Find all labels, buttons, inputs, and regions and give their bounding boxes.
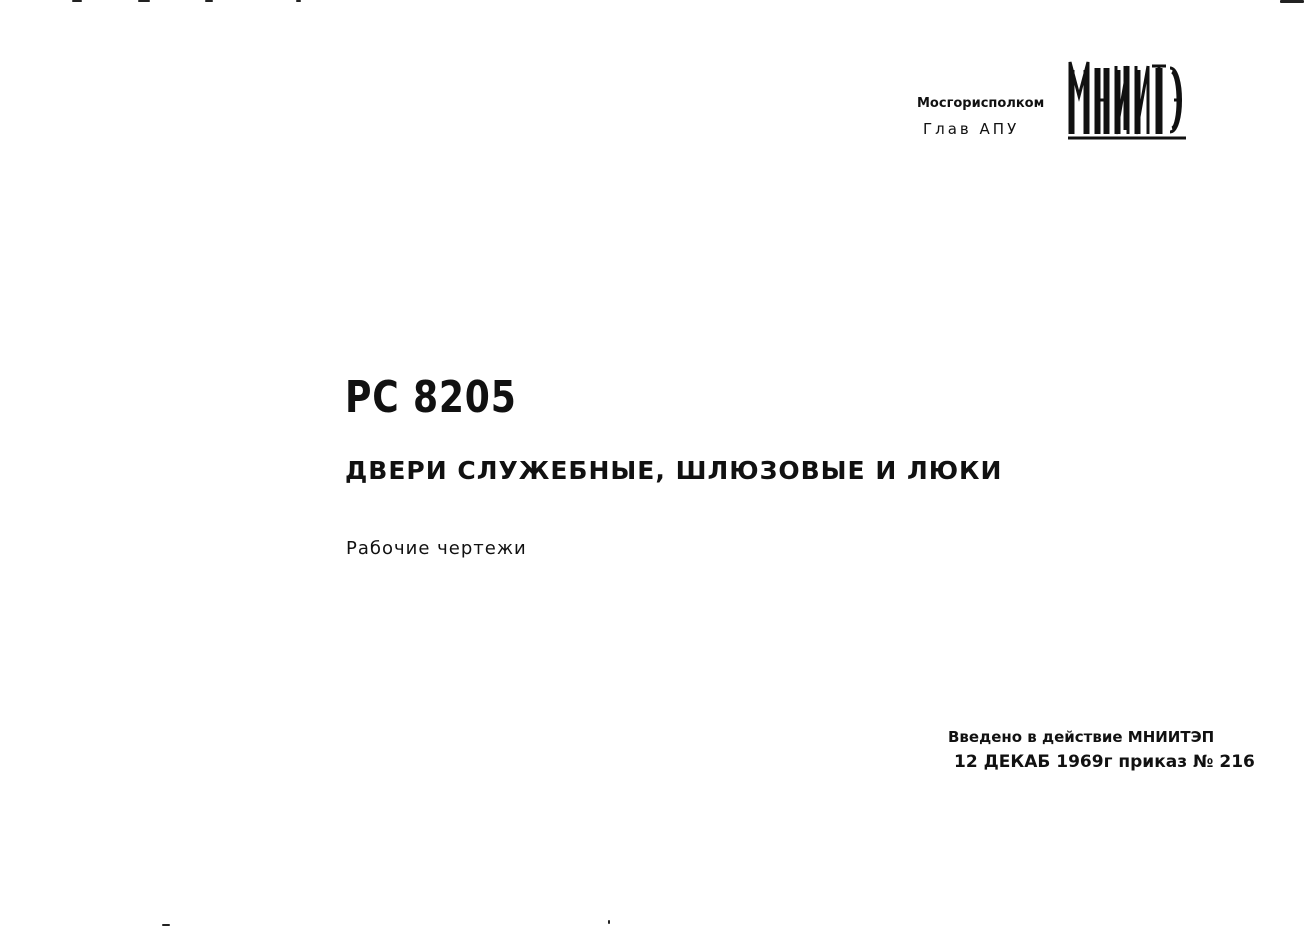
scan-mark — [138, 0, 150, 2]
introduction-note — [948, 728, 1255, 778]
organization-name: Мосгорисполком — [917, 96, 1045, 111]
scan-mark — [608, 920, 610, 924]
introduction-line1: Введено в действие МНИИТЭП — [948, 728, 1215, 746]
document-title: ДВЕРИ СЛУЖЕБНЫЕ, ШЛЮЗОВЫЕ И ЛЮКИ — [345, 456, 1003, 485]
scan-mark — [1280, 0, 1304, 3]
scan-mark — [205, 0, 213, 2]
document-subtitle: Рабочие чертежи — [346, 538, 527, 559]
mniitep-logo — [1066, 56, 1188, 140]
scan-mark — [162, 924, 170, 926]
scan-mark — [296, 0, 301, 2]
scan-mark — [72, 0, 82, 2]
header-block — [900, 52, 1200, 144]
introduction-line2: 12 ДЕКАБ 1969г приказ № 216 — [954, 752, 1255, 772]
document-code: РС 8205 — [345, 372, 517, 423]
department-name: Глав АПУ — [923, 120, 1020, 138]
